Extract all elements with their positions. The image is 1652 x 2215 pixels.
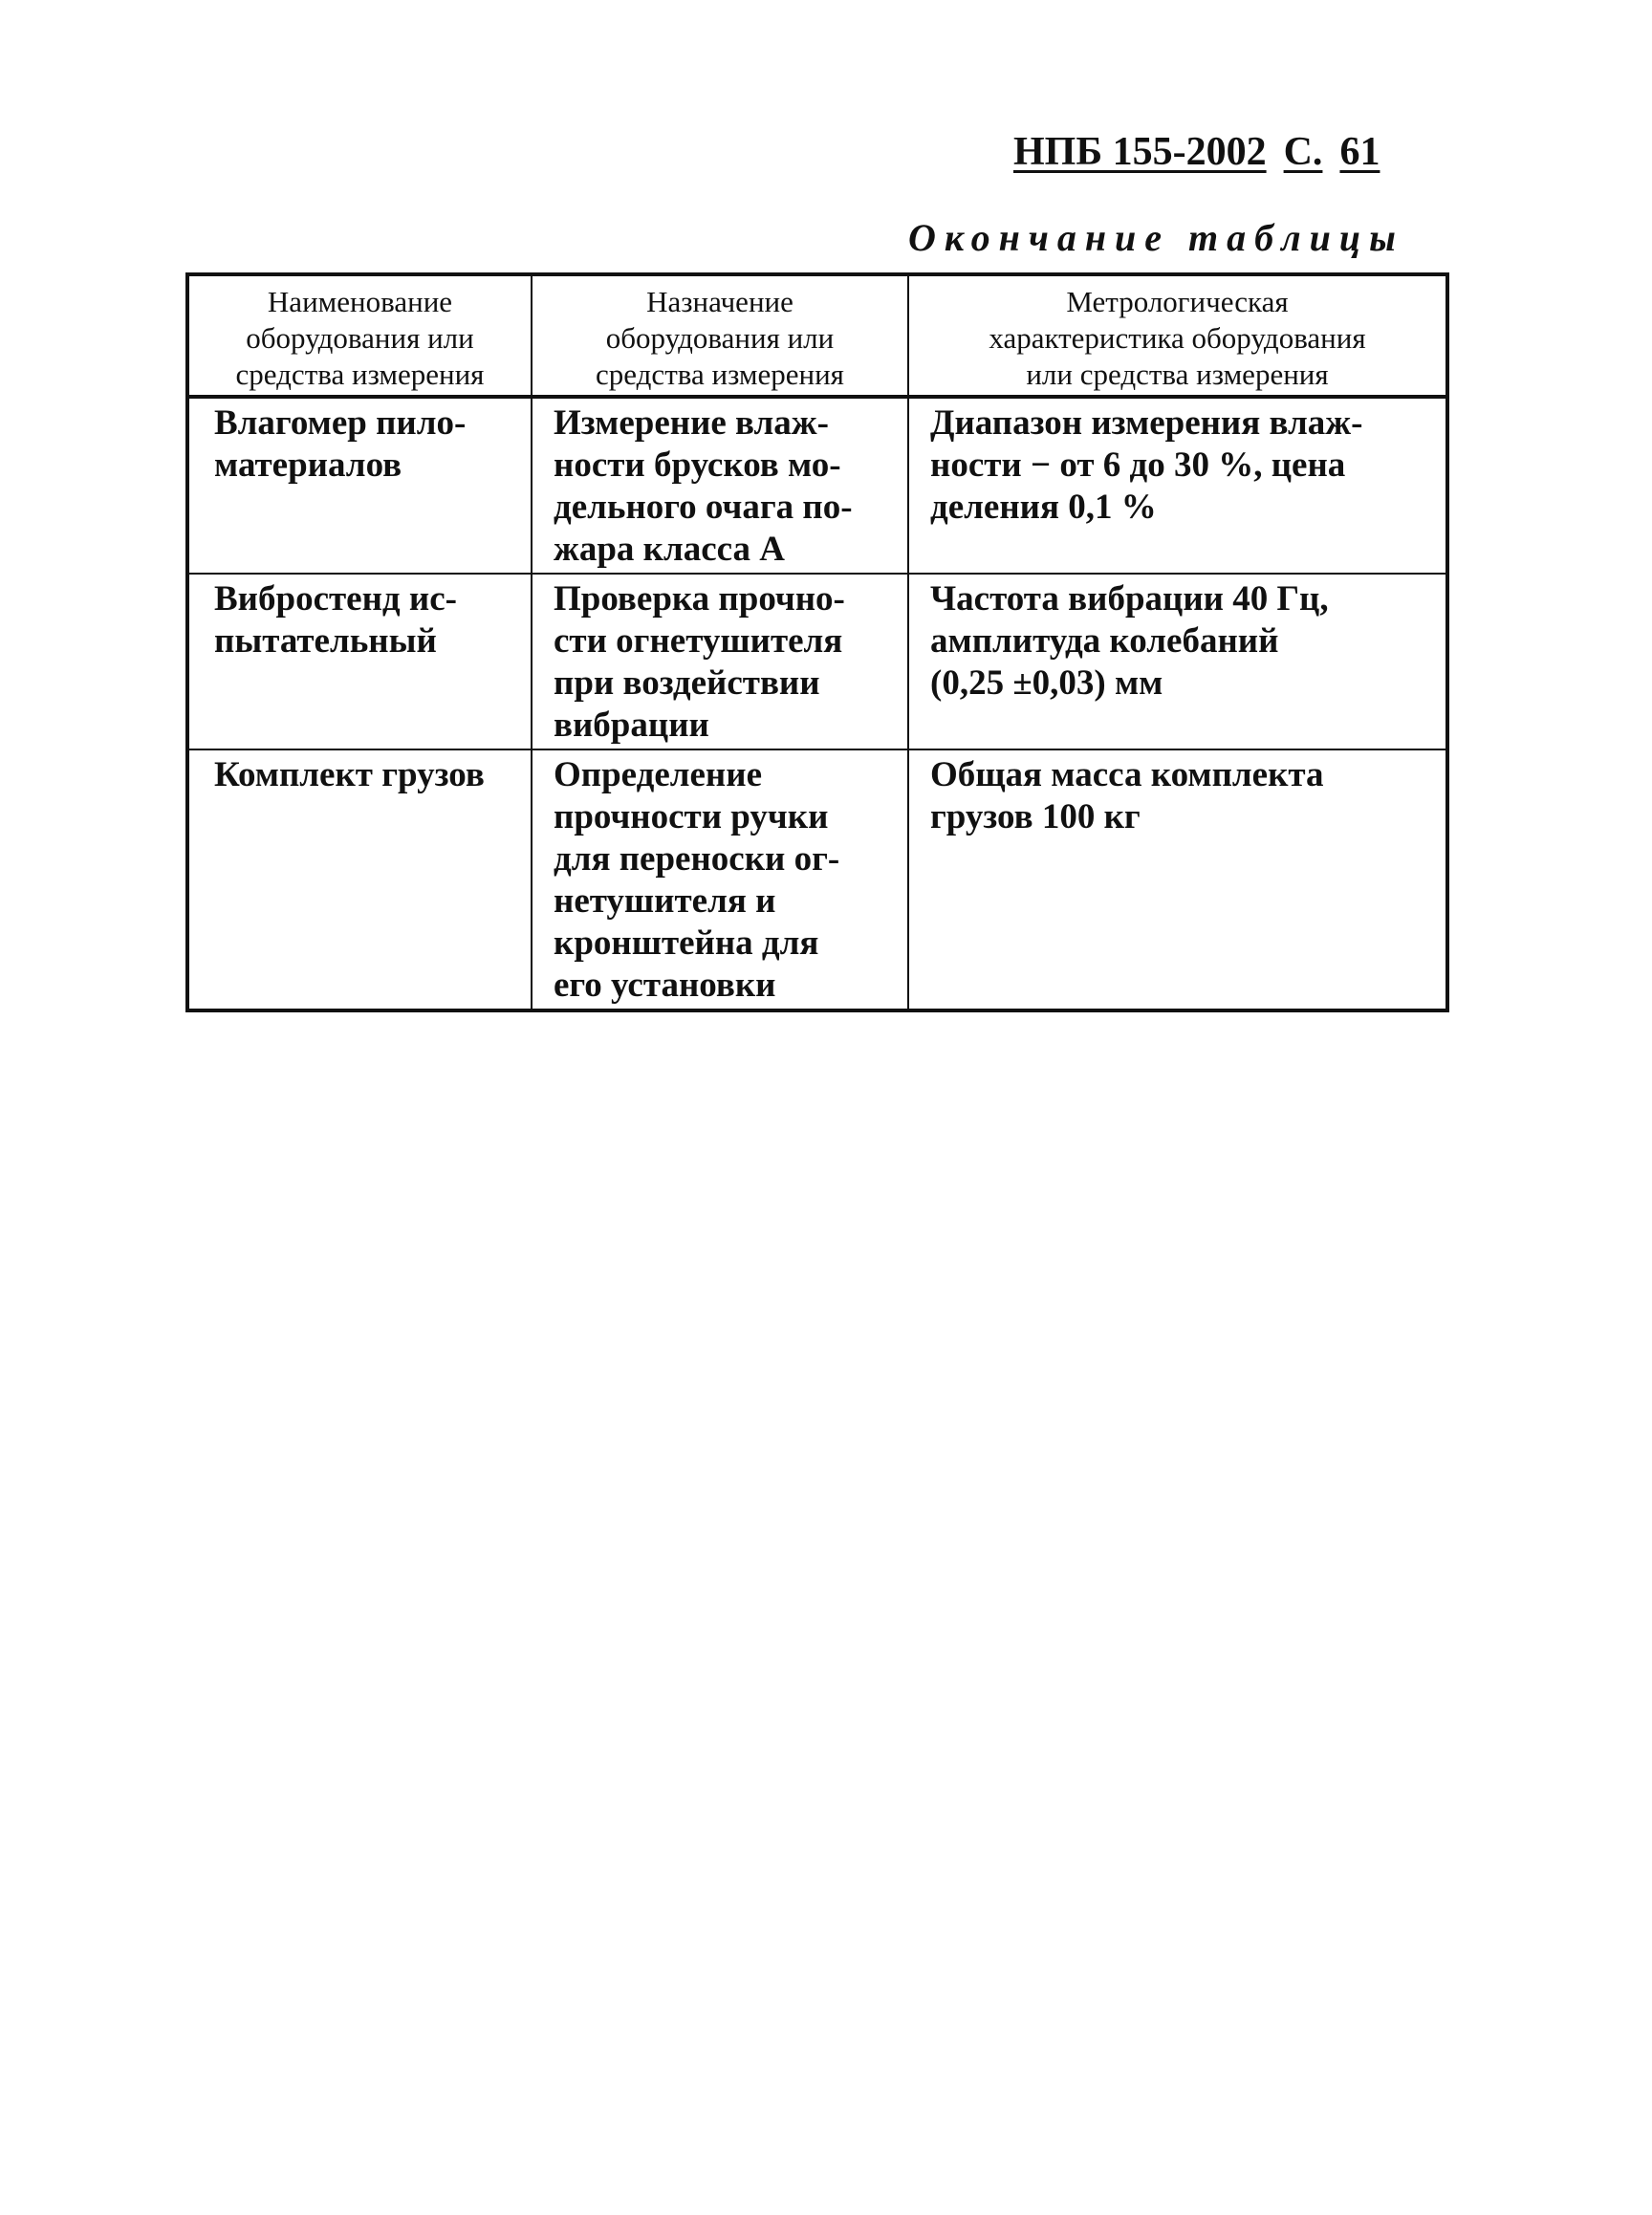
cell-equipment-purpose (532, 397, 908, 574)
table-caption: Окончание таблицы (908, 216, 1404, 259)
cell-line: дельного очага по- (554, 488, 853, 527)
cell-line: сти огнетушителя (554, 621, 843, 661)
cell-equipment-purpose (532, 574, 908, 749)
cell-metrology (908, 749, 1447, 1010)
header-line: оборудования или (246, 321, 474, 355)
cell-line: грузов 100 кг (930, 797, 1141, 836)
table-row (187, 749, 1447, 1010)
header-line: характеристика оборудования (989, 321, 1366, 355)
cell-line: для переноски ог- (554, 839, 840, 879)
cell-line: жара класса А (554, 530, 785, 569)
header-line: Наименование (267, 285, 453, 318)
cell-line: (0,25 ±0,03) мм (930, 663, 1163, 703)
cell-line: Определение (554, 755, 762, 794)
header-line: оборудования или (605, 321, 835, 355)
page-prefix: С. (1283, 130, 1323, 174)
cell-line: Частота вибрации 40 Гц, (930, 579, 1329, 619)
cell-metrology (908, 574, 1447, 749)
cell-line: Диапазон измерения влаж- (930, 403, 1363, 443)
cell-line: деления 0,1 % (930, 488, 1157, 527)
cell-equipment-name (187, 574, 532, 749)
table-header-row (187, 274, 1447, 397)
cell-line: ности − от 6 до 30 %, цена (930, 445, 1346, 485)
cell-line: пытательный (214, 621, 437, 661)
cell-line: Вибростенд ис- (214, 579, 457, 619)
page-header (1013, 129, 1380, 175)
cell-line: вибрации (554, 706, 709, 745)
table-row (187, 574, 1447, 749)
cell-line: при воздействии (554, 663, 820, 703)
cell-line: Измерение влаж- (554, 403, 829, 443)
column-header-name (187, 274, 532, 397)
header-line: или средства измерения (1026, 358, 1329, 391)
table-row (187, 397, 1447, 574)
cell-line: Общая масса комплекта (930, 755, 1324, 794)
cell-line: нетушителя и (554, 881, 776, 921)
page-number: 61 (1339, 130, 1380, 174)
cell-line: амплитуда колебаний (930, 621, 1279, 661)
cell-equipment-name (187, 749, 532, 1010)
equipment-table (185, 272, 1449, 1012)
header-line: средства измерения (596, 358, 844, 391)
header-line: Метрологическая (1066, 285, 1289, 318)
cell-equipment-purpose (532, 749, 908, 1010)
header-line: Назначение (646, 285, 793, 318)
header-line: средства измерения (235, 358, 485, 391)
column-header-purpose (532, 274, 908, 397)
cell-line: материалов (214, 445, 402, 485)
cell-line: Проверка прочно- (554, 579, 845, 619)
cell-metrology (908, 397, 1447, 574)
cell-line: Влагомер пило- (214, 403, 467, 443)
column-header-metrology (908, 274, 1447, 397)
cell-line: Комплект грузов (214, 755, 485, 794)
document-code: НПБ 155-2002 (1013, 130, 1267, 174)
cell-equipment-name (187, 397, 532, 574)
cell-line: ности брусков мо- (554, 445, 841, 485)
cell-line: прочности ручки (554, 797, 829, 836)
cell-line: кронштейна для (554, 923, 819, 963)
cell-line: его установки (554, 966, 776, 1005)
